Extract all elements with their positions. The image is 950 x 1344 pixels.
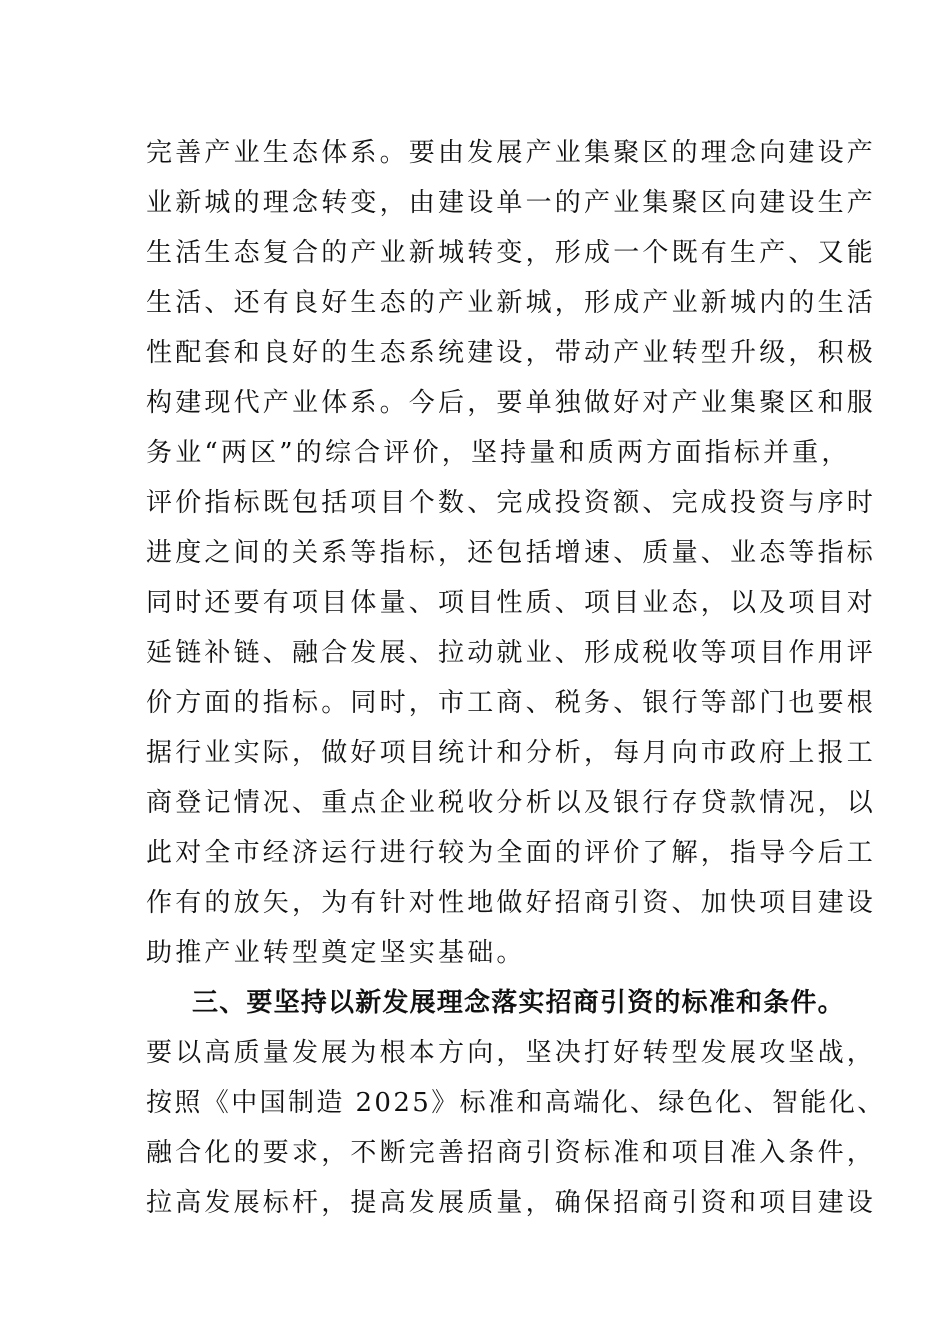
body-text (146, 128, 886, 1228)
text-line: 价方面的指标。同时，市工商、税务、银行等部门也要根 (146, 688, 877, 718)
text-line: 此对全市经济运行进行较为全面的评价了解，指导今后工 (146, 838, 877, 868)
text-line: 业新城的理念转变，由建设单一的产业集聚区向建设生产 (146, 188, 877, 218)
text-line: 性配套和良好的生态系统建设，带动产业转型升级，积极 (146, 338, 877, 368)
section-heading: 三、要坚持以新发展理念落实招商引资的标准和条件。 (192, 988, 845, 1018)
text-line: 生活、还有良好生态的产业新城，形成产业新城内的生活 (146, 288, 877, 318)
text-line: 延链补链、融合发展、拉动就业、形成税收等项目作用评 (146, 638, 877, 668)
text-line: 同时还要有项目体量、项目性质、项目业态，以及项目对 (146, 588, 877, 618)
text-line: 融合化的要求，不断完善招商引资标准和项目准入条件， (146, 1138, 877, 1168)
text-line: 评价指标既包括项目个数、完成投资额、完成投资与序时 (146, 488, 877, 518)
text-line: 按照《中国制造 2025》标准和高端化、绿色化、智能化、 (146, 1088, 886, 1118)
text-line: 商登记情况、重点企业税收分析以及银行存贷款情况，以 (146, 788, 877, 818)
text-line: 助推产业转型奠定坚实基础。 (146, 938, 526, 968)
text-line: 拉高发展标杆，提高发展质量，确保招商引资和项目建设 (146, 1188, 877, 1218)
text-line: 据行业实际，做好项目统计和分析，每月向市政府上报工 (146, 738, 877, 768)
text-line: 务业“两区”的综合评价，坚持量和质两方面指标并重， (146, 438, 851, 468)
text-line: 进度之间的关系等指标，还包括增速、质量、业态等指标 (146, 538, 877, 568)
text-line: 生活生态复合的产业新城转变，形成一个既有生产、又能 (146, 238, 877, 268)
text-line: 作有的放矢，为有针对性地做好招商引资、加快项目建设 (146, 888, 877, 918)
text-line: 要以高质量发展为根本方向，坚决打好转型发展攻坚战， (146, 1038, 877, 1068)
text-line: 完善产业生态体系。要由发展产业集聚区的理念向建设产 (146, 138, 877, 168)
text-line: 构建现代产业体系。今后，要单独做好对产业集聚区和服 (146, 388, 877, 418)
